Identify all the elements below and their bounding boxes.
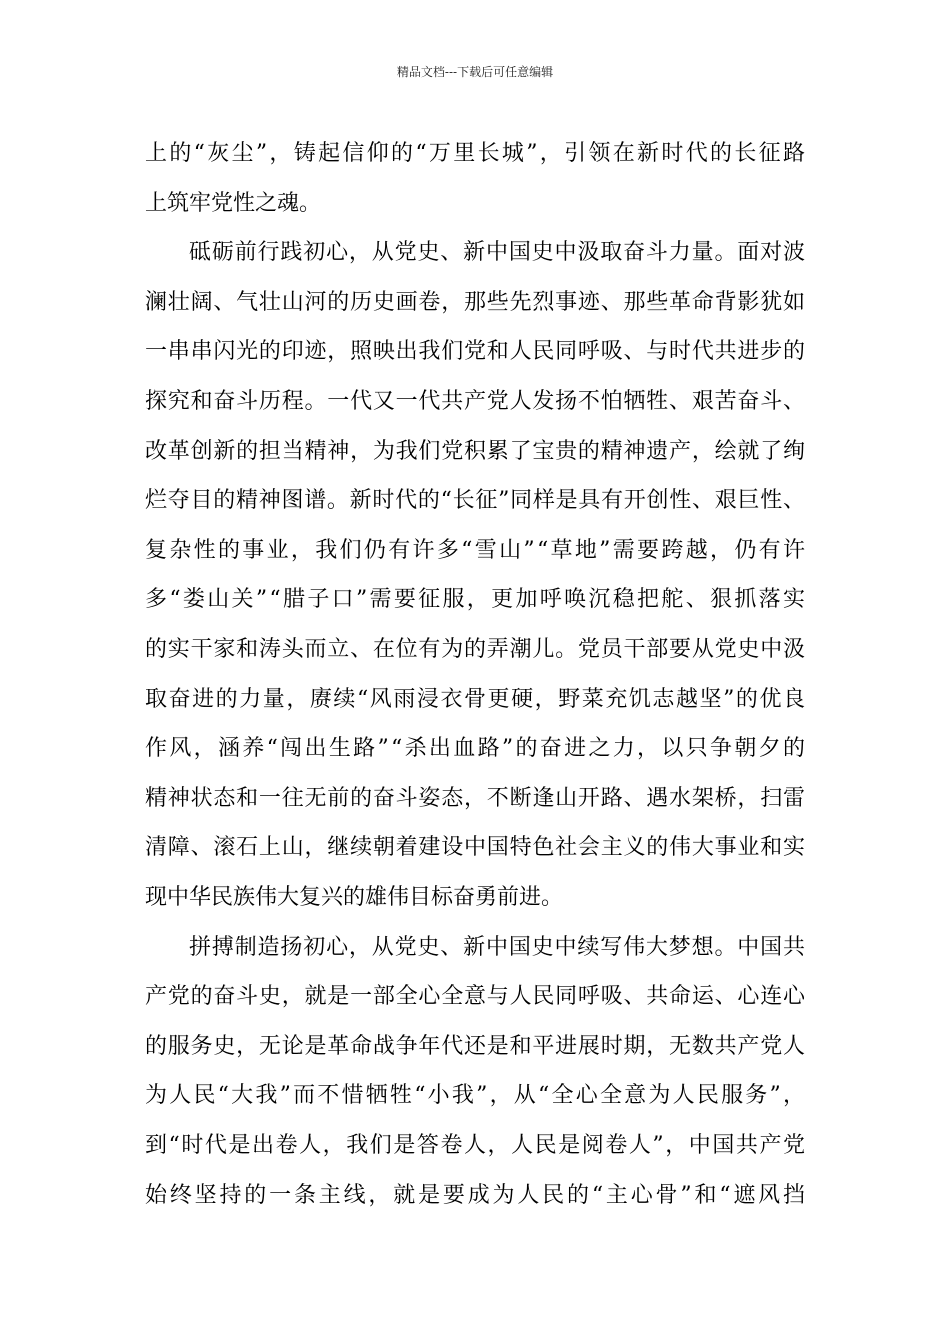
text-line: 拼搏制造扬初心，从党史、新中国史中续写伟大梦想。中国共 [189, 934, 806, 960]
text-line: 产党的奋斗史，就是一部全心全意与人民同呼吸、共命运、心连心 [145, 984, 806, 1010]
page-header: 精品文档---下载后可任意编辑 [396, 65, 554, 79]
text-line: 烂夺目的精神图谱。新时代的“长征”同样是具有开创性、艰巨性、 [145, 488, 806, 514]
text-line: 到“时代是出卷人，我们是答卷人，人民是阅卷人”，中国共产党 [145, 1133, 807, 1158]
text-line: 多“娄山关”“腊子口”需要征服，更加呼唤沉稳把舵、狠抓落实 [145, 587, 808, 613]
text-line: 上筑牢党性之魂。 [145, 190, 322, 216]
text-line: 改革创新的担当精神，为我们党积累了宝贵的精神遗产，绘就了绚 [145, 438, 806, 464]
text-line: 取奋进的力量，赓续“风雨浸衣骨更硬，野菜充饥志越坚”的优良 [145, 686, 807, 712]
text-line: 一串串闪光的印迹，照映出我们党和人民同呼吸、与时代共进步的 [145, 339, 806, 365]
text-line: 清障、滚石上山，继续朝着建设中国特色社会主义的伟大事业和实 [145, 835, 806, 861]
text-line: 的服务史，无论是革命战争年代还是和平进展时期，无数共产党人 [145, 1033, 806, 1059]
text-line: 现中华民族伟大复兴的雄伟目标奋勇前进。 [145, 885, 564, 910]
text-line: 的实干家和涛头而立、在位有为的弄潮儿。党员干部要从党史中汲 [145, 637, 806, 662]
text-line: 始终坚持的一条主线，就是要成为人民的“主心骨”和“遮风挡 [145, 1182, 808, 1208]
text-line: 上的“灰尘”，铸起信仰的“万里长城”，引领在新时代的长征路 [145, 141, 808, 166]
text-line: 探究和奋斗历程。一代又一代共产党人发扬不怕牺牲、艰苦奋斗、 [145, 389, 806, 414]
text-line: 澜壮阔、气壮山河的历史画卷，那些先烈事迹、那些革命背影犹如 [145, 289, 806, 315]
text-line: 作风，涵养“闯出生路”“杀出血路”的奋进之力，以只争朝夕的 [145, 736, 808, 762]
text-line: 砥砺前行践初心，从党史、新中国史中汲取奋斗力量。面对波 [189, 240, 806, 266]
text-line: 复杂性的事业，我们仍有许多“雪山”“草地”需要跨越，仍有许 [145, 537, 808, 563]
text-line: 精神状态和一往无前的奋斗姿态，不断逢山开路、遇水架桥，扫雷 [145, 785, 806, 811]
text-line: 为人民“大我”而不惜牺牲“小我”，从“全心全意为人民服务”， [145, 1083, 808, 1109]
